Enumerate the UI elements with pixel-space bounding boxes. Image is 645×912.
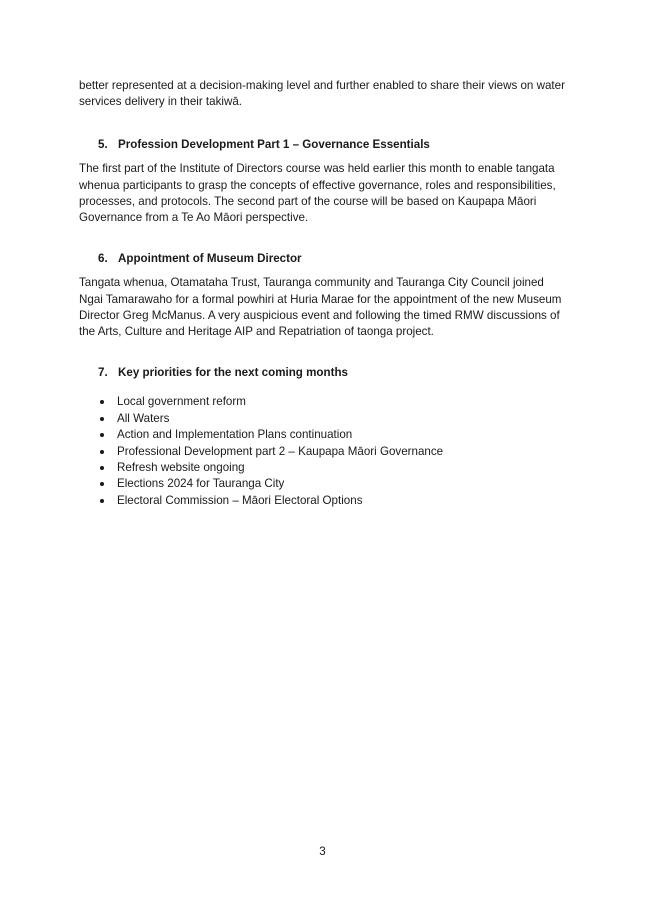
document-page [79,78,569,509]
bullet-icon [98,444,117,460]
priorities-list [79,394,569,509]
bullet-icon [98,493,117,509]
section-title: Key priorities for the next coming months [118,365,348,379]
list-item-text: All Waters [117,411,170,425]
list-item-text: Electoral Commission – Māori Electoral Options [117,493,363,507]
intro-paragraph: better represented at a decision-making level and further enabled to share their views on water services delivery in their takiwā. [79,79,565,109]
list-item [79,493,569,509]
bullet-icon [98,427,117,443]
section-heading-5 [79,137,569,153]
list-item-text: Professional Development part 2 – Kaupapa Māori Governance [117,444,444,458]
list-item [79,411,569,427]
section-body-6: Tangata whenua, Otamataha Trust, Tauranga community and Tauranga City Council joined Ngai Tamarawaho for a formal powhiri at Huria Marae for the appointment of the new Museum Director Greg McManus. A very auspicious event and following the timed RMW discussions of the Arts, Culture and Heritage AIP and Repatriation of taonga project. [79,276,562,339]
list-item-text: Action and Implementation Plans continuation [117,428,353,442]
list-item-text: Refresh website ongoing [117,460,245,474]
section-number: 7. [98,365,108,379]
list-item-text: Elections 2024 for Tauranga City [117,477,285,491]
bullet-icon [98,476,117,492]
section-heading-7 [79,365,569,381]
section-body-5: The first part of the Institute of Directors course was held earlier this month to enable tangata whenua participants to grasp the concepts of effective governance, roles and responsibilities, processes, and protocols. The second part of the course will be based on Kaupapa Māori Governance from a Te Ao Māori perspective. [79,162,556,225]
section-heading-6 [79,251,569,267]
list-item [79,444,569,460]
list-item [79,460,569,476]
section-title: Profession Development Part 1 – Governance Essentials [118,137,430,151]
section-number: 6. [98,251,108,265]
bullet-icon [98,394,117,410]
list-item [79,394,569,410]
bullet-icon [98,460,117,476]
page-number: 3 [319,845,326,858]
section-number: 5. [98,137,108,151]
list-item [79,427,569,443]
section-title: Appointment of Museum Director [118,251,302,265]
list-item [79,476,569,492]
bullet-icon [98,411,117,427]
list-item-text: Local government reform [117,395,246,409]
